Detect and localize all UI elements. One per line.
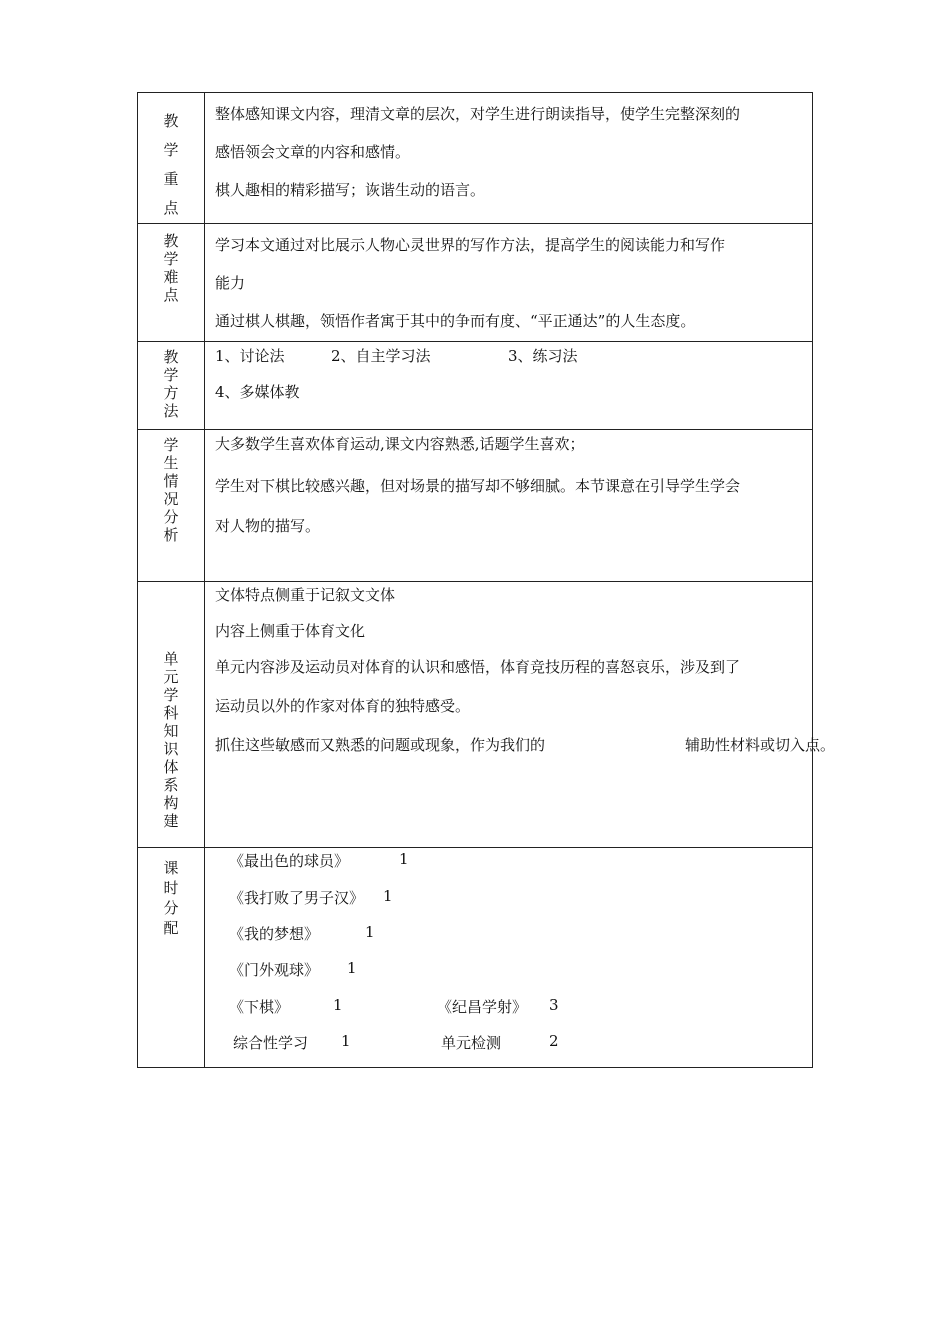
row-label: 教学方法 <box>163 348 179 420</box>
label-cell <box>138 582 205 848</box>
lesson-hours: 1 <box>341 1032 351 1050</box>
label-cell <box>138 342 205 430</box>
label-cell <box>138 93 205 224</box>
lesson-title: 单元检测 <box>441 1034 502 1052</box>
label-cell <box>138 224 205 342</box>
method-item: 1、讨论法 <box>215 347 285 365</box>
row-unit-knowledge <box>138 582 813 848</box>
text-line: 大多数学生喜欢体育运动,课文内容熟悉,话题学生喜欢； <box>215 435 585 453</box>
lesson-plan-table <box>137 92 836 1068</box>
lesson-title: 《我的梦想》 <box>229 925 320 943</box>
row-label: 课时分配 <box>163 859 179 937</box>
lesson-title: 《门外观球》 <box>229 961 320 979</box>
content-cell <box>205 224 813 342</box>
row-student-analysis <box>138 430 813 582</box>
row-label: 单元学科知识体系构建 <box>163 650 179 830</box>
label-cell <box>138 848 205 1068</box>
lesson-hours: 1 <box>347 959 357 977</box>
lesson-hours: 2 <box>549 1032 559 1050</box>
lesson-title: 《纪昌学射》 <box>437 998 528 1016</box>
row-label: 教学重点 <box>163 112 179 217</box>
content-cell <box>205 848 813 1068</box>
text-line: 文体特点侧重于记叙文文体 <box>215 586 396 604</box>
lesson-title: 综合性学习 <box>233 1034 309 1052</box>
text-line: 学习本文通过对比展示人物心灵世界的写作方法，提高学生的阅读能力和写作 <box>215 236 726 254</box>
text-line: 感悟领会文章的内容和感情。 <box>215 143 411 161</box>
lesson-hours: 1 <box>333 996 343 1014</box>
label-cell <box>138 430 205 582</box>
row-teaching-method <box>138 342 813 430</box>
lesson-hours: 1 <box>383 887 393 905</box>
text-line: 内容上侧重于体育文化 <box>215 622 366 640</box>
text-line: 辅助性材料或切入点。 <box>685 736 836 754</box>
text-line: 能力 <box>215 274 246 292</box>
row-teaching-focus <box>138 93 813 224</box>
row-lesson-schedule <box>138 848 813 1068</box>
row-teaching-difficulty <box>138 224 813 342</box>
row-label: 学生情况分析 <box>163 436 179 544</box>
content-cell <box>205 93 813 224</box>
text-line: 棋人趣相的精彩描写；诙谐生动的语言。 <box>215 181 486 199</box>
lesson-hours: 1 <box>365 923 375 941</box>
text-line: 通过棋人棋趣，领悟作者寓于其中的争而有度、“平正通达”的人生态度。 <box>215 312 696 330</box>
text-line: 运动员以外的作家对体育的独特感受。 <box>215 697 471 715</box>
lesson-title: 《下棋》 <box>229 998 290 1016</box>
method-item: 2、自主学习法 <box>331 347 431 365</box>
text-line: 抓住这些敏感而又熟悉的问题或现象，作为我们的 <box>215 736 546 754</box>
content-cell <box>205 342 813 430</box>
text-line: 单元内容涉及运动员对体育的认识和感悟，体育竞技历程的喜怒哀乐，涉及到了 <box>215 658 741 676</box>
method-item: 4、多媒体教 <box>215 383 300 401</box>
lesson-title: 《我打败了男子汉》 <box>229 889 365 907</box>
method-item: 3、练习法 <box>508 347 578 365</box>
lesson-hours: 1 <box>399 850 409 868</box>
content-cell <box>205 430 813 582</box>
text-line: 整体感知课文内容，理清文章的层次，对学生进行朗读指导，使学生完整深刻的 <box>215 105 741 123</box>
content-cell <box>205 582 836 848</box>
lesson-title: 《最出色的球员》 <box>229 852 350 870</box>
text-line: 对人物的描写。 <box>215 517 321 535</box>
lesson-hours: 3 <box>549 996 559 1014</box>
text-line: 学生对下棋比较感兴趣，但对场景的描写却不够细腻。本节课意在引导学生学会 <box>215 477 741 495</box>
row-label: 教学难点 <box>163 232 179 304</box>
